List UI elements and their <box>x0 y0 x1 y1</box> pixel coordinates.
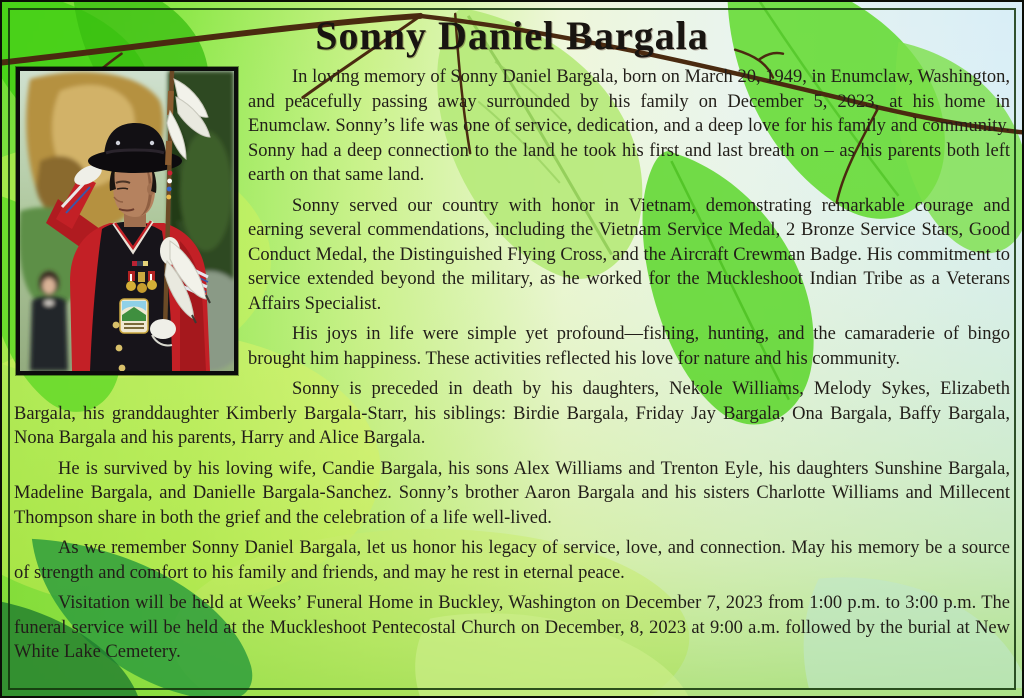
obituary-paragraph: As we remember Sonny Daniel Bargala, let us honor his legacy of service, love, and connection. May his memory be a source of strength and comfort to his family and friends, and may he rest in eternal peace. <box>14 538 1010 583</box>
obituary-paragraph: Sonny is preceded in death by his daughters, Nekole Williams, Melody Sykes, Elizabeth Bargala, his granddaughter Kimberly Bargala-Starr, his siblings: Birdie Bargala, Friday Jay Bargala, Ona Bargala, Baffy Bargala, Nona Bargala and his parents, Harry and Alice Bargala. <box>14 379 1010 448</box>
page-title: Sonny Daniel Bargala <box>315 13 709 58</box>
obituary-paragraph: Sonny served our country with honor in Vietnam, demonstrating remarkable courage and earning several commendations, including the Vietnam Service Medal, 2 Bronze Service Stars, Good Conduct Medal, the Distinguished Flying Cross, and the Aircraft Crewman Badge. His commitment to service extended beyond the military, as he worked for the Muckleshoot Indian Tribe as a Veterans Affairs Specialist. <box>248 195 1010 314</box>
obituary-paragraph: In loving memory of Sonny Daniel Bargala, born on March 20, 1949, in Enumclaw, Washington, and peacefully passing away surrounded by his family on December 5, 2023, at his home in Enumclaw. Sonny’s life was one of service, dedication, and a deep love for his family and community. Sonny had a deep connection to the land he took his first and last breath on – as his parents both left earth on that same land. <box>248 67 1010 185</box>
obituary-paragraph: He is survived by his loving wife, Candie Bargala, his sons Alex Williams and Trenton Eyle, his daughters Sunshine Bargala, Madeline Bargala, and Danielle Bargala-Sanchez. Sonny’s brother Aaron Bargala and his sisters Charlotte Williams and Millecent Thompson share in both the grief and the celebration of a life well-lived. <box>14 458 1010 528</box>
obituary-paragraph: His joys in life were simple yet profound—fishing, hunting, and the camaraderie of bingo brought him happiness. These activities reflected his love for nature and his community. <box>248 324 1010 369</box>
obituary-paragraph: Visitation will be held at Weeks’ Funeral Home in Buckley, Washington on December 7, 2023 from 1:00 p.m. to 3:00 p.m. The funeral service will be held at the Muckleshoot Pentecostal Church on December, 8, 2023 at 9:00 a.m. followed by the burial at New White Lake Cemetery. <box>14 593 1010 662</box>
obituary-content <box>2 2 1022 696</box>
portrait-photo-art <box>20 71 234 371</box>
portrait-photo <box>16 67 238 375</box>
tribal-badge <box>120 299 148 333</box>
